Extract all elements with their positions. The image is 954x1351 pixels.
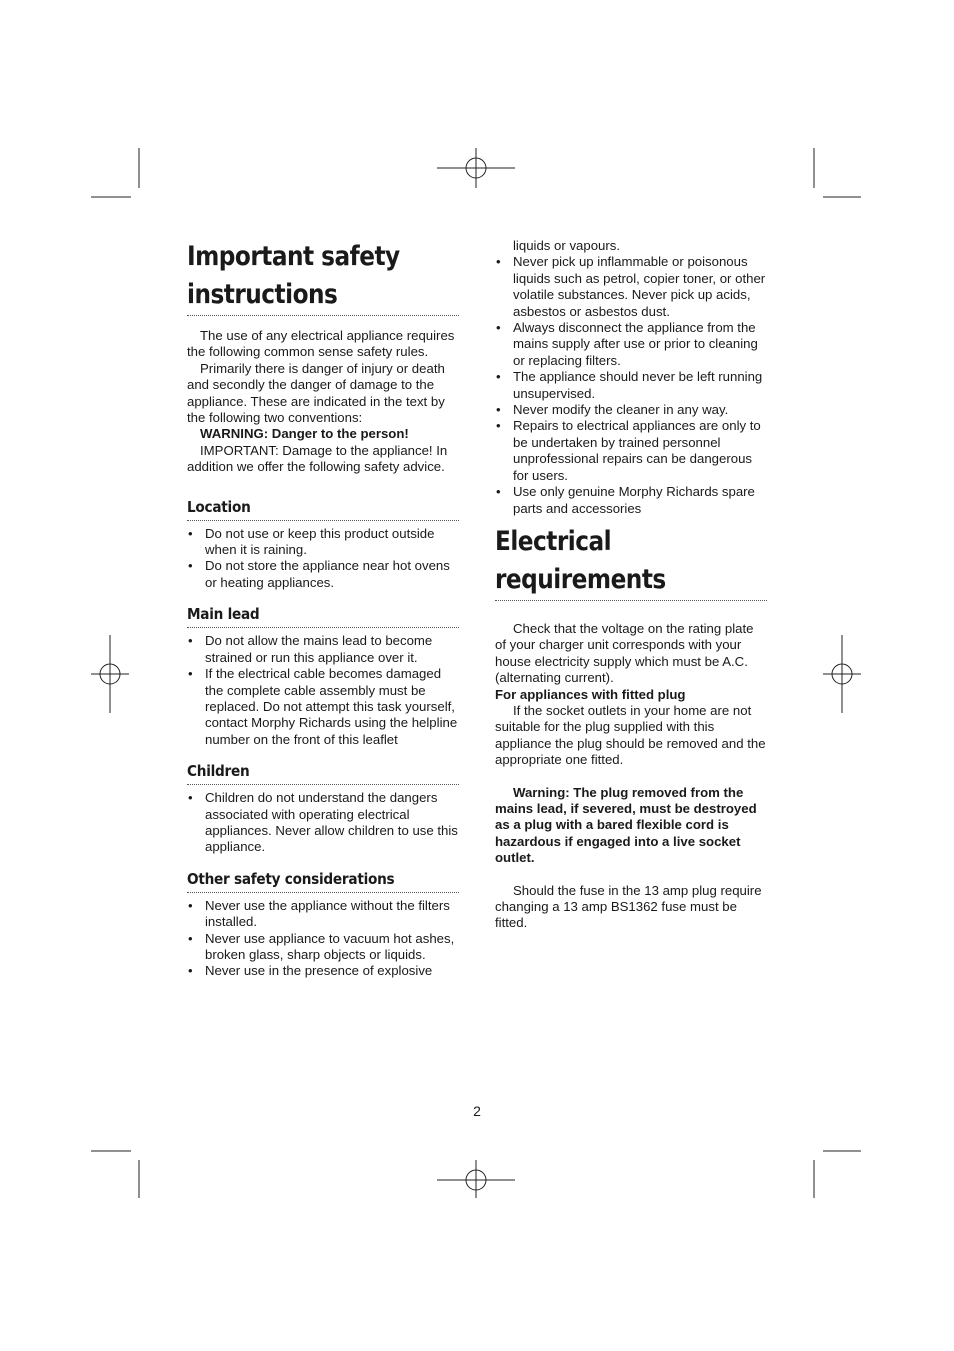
fitted-plug-heading: For appliances with fitted plug <box>495 686 686 702</box>
page-number: 2 <box>473 1103 481 1119</box>
list-item: • Never use appliance to vacuum hot ashes, broken glass, sharp objects or liquids. <box>187 931 459 964</box>
title-divider <box>187 315 459 316</box>
registration-target-right <box>823 635 861 713</box>
section-heading: Location <box>187 497 251 516</box>
section-divider <box>187 520 459 521</box>
section-location <box>187 497 459 592</box>
electrical-title: Electrical requirements <box>495 525 666 595</box>
list-item: • The appliance should never be left running unsupervised. <box>495 369 767 402</box>
list-item: • Never use in the presence of explosive <box>187 963 459 979</box>
bullet-list <box>187 898 459 980</box>
section-heading: Main lead <box>187 605 260 624</box>
page-title: Important safety instructions <box>187 241 400 310</box>
important-convention: IMPORTANT: Damage to the appliance! In addition we offer the following safety advice. <box>187 442 448 475</box>
electrical-text <box>495 621 767 932</box>
list-item: • Always disconnect the appliance from the mains supply after use or prior to cleaning or replacing filters. <box>495 320 767 369</box>
electrical-paragraph: If the socket outlets in your home are not suitable for the plug supplied with this appliance the plug should be removed and the appropriate one fitted. <box>495 702 766 768</box>
section-heading: Other safety considerations <box>187 869 395 888</box>
registration-target-top <box>437 148 515 188</box>
list-item: • Do not use or keep this product outside when it is raining. <box>187 526 459 559</box>
list-item: • Repairs to electrical appliances are only to be undertaken by trained personnel unprofessional repairs can be dangerous for users. <box>495 418 767 484</box>
list-item: • Never use the appliance without the filters installed. <box>187 898 459 931</box>
section-heading: Children <box>187 762 250 781</box>
bullet-list <box>187 790 459 856</box>
intro-text <box>187 328 459 476</box>
bullet-list <box>187 526 459 592</box>
continuation-text: liquids or vapours. <box>513 238 621 253</box>
bullet-list-continued <box>495 238 767 517</box>
section-divider <box>187 627 459 628</box>
intro-paragraph: The use of any electrical appliance requires the following common sense safety rules. <box>187 328 455 360</box>
list-item: • Children do not understand the dangers associated with operating electrical appliances. Never allow children to use this appliance. <box>187 790 459 856</box>
section-children <box>187 761 459 856</box>
plug-warning: Warning: The plug removed from the mains lead, if severed, must be destroyed as a plug with a bared flexible cord is hazardous if engaged into a live socket outlet. <box>495 784 757 866</box>
list-item: • Do not allow the mains lead to become strained or run this appliance over it. <box>187 633 459 666</box>
list-item: • Do not store the appliance near hot ovens or heating appliances. <box>187 558 459 591</box>
intro-paragraph: Primarily there is danger of injury or death and secondly the danger of damage to the appliance. These are indicated in the text by the following two conventions: <box>187 360 445 426</box>
left-column <box>187 238 459 980</box>
electrical-divider <box>495 600 767 601</box>
list-item-continuation <box>495 238 767 254</box>
registration-target-bottom <box>437 1160 515 1198</box>
list-item: • Use only genuine Morphy Richards spare parts and accessories <box>495 484 767 517</box>
list-item: • Never modify the cleaner in any way. <box>495 402 767 418</box>
list-item: • If the electrical cable becomes damaged the complete cable assembly must be replaced. Do not attempt this task yourself, contact Morphy Richards using the helpline number on the front of this leaflet <box>187 666 459 748</box>
list-item: • Never pick up inflammable or poisonous liquids such as petrol, copier toner, or other volatile substances. Never pick up acids, asbestos or asbestos dust. <box>495 254 767 320</box>
warning-convention: WARNING: Danger to the person! <box>200 426 409 442</box>
bullet-list <box>187 633 459 748</box>
section-other-safety <box>187 869 459 980</box>
section-main-lead <box>187 604 459 748</box>
section-divider <box>187 784 459 785</box>
right-column <box>495 238 767 932</box>
section-divider <box>187 892 459 893</box>
registration-target-left <box>91 635 129 713</box>
electrical-paragraph: Check that the voltage on the rating plate of your charger unit corresponds with your house electricity supply which must be A.C. (alternating current). <box>495 620 754 686</box>
electrical-paragraph: Should the fuse in the 13 amp plug require changing a 13 amp BS1362 fuse must be fitted. <box>495 882 762 931</box>
